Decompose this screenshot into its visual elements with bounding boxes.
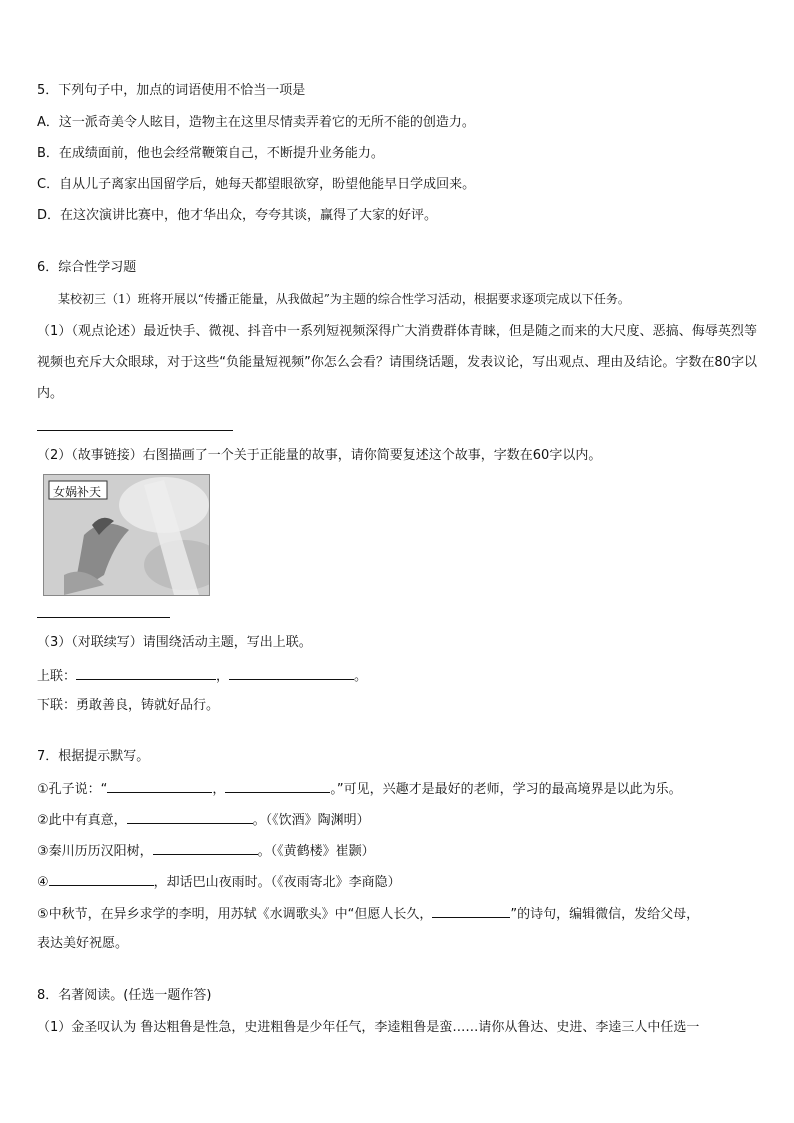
upper-blank-2[interactable]: [229, 666, 354, 680]
upper-blank-1[interactable]: [76, 666, 216, 680]
answer-line: [37, 617, 170, 618]
q8-part1: （1）金圣叹认为 鲁达粗鲁是性急，史进粗鲁是少年任气，李逵粗鲁是蛮……请你从鲁达、史进、李逵三人中任选一: [37, 1020, 700, 1035]
fill-blank[interactable]: [49, 872, 154, 886]
fill-blank[interactable]: [432, 904, 510, 918]
q7-item-3: ③秦川历历汉阳树， 。（《黄鹤楼》崔颢）: [37, 841, 375, 861]
upper-label: 上联：: [37, 669, 77, 684]
fill-blank[interactable]: [127, 810, 253, 824]
q6-part2: （2）（故事链接）右图描画了一个关于正能量的故事，请你简要复述这个故事，字数在60字以内。: [37, 448, 602, 463]
q5-option-a: A．这一派奇美令人眩目，造物主在这里尽情卖弄着它的无所不能的创造力。: [37, 115, 475, 130]
fill-blank[interactable]: [107, 779, 212, 793]
q7-item-2: ②此中有真意， 。（《饮酒》陶渊明）: [37, 810, 370, 830]
couplet-upper: 上联： ， 。: [37, 666, 367, 686]
fill-blank[interactable]: [153, 841, 258, 855]
q7-item-4: ④ ，却话巴山夜雨时。（《夜雨寄北》李商隐）: [37, 872, 401, 892]
picture-caption: 女娲补天: [53, 485, 102, 499]
q5-option-d: D．在这次演讲比赛中，他才华出众，夸夸其谈，赢得了大家的好评。: [37, 208, 438, 223]
q6-stem: 6．综合性学习题: [37, 260, 137, 275]
q6-part1: （1）（观点论述）最近快手、微视、抖音中一系列短视频深得广大消费群体青睐，但是随之而来的大尺度、恶搞、侮辱英烈等视频也充斥大众眼球，对于这些“负能量短视频”你怎么会看？请围绕话题，发表议论，写出观点、理由及结论。字数在80字以内。: [37, 324, 757, 401]
q8-stem: 8．名著阅读。(任选一题作答): [37, 988, 212, 1003]
q7-stem: 7．根据提示默写。: [37, 749, 150, 764]
answer-line: [37, 430, 233, 431]
q5-option-c: C．自从儿子离家出国留学后，她每天都望眼欲穿，盼望他能早日学成回来。: [37, 177, 476, 192]
fill-blank[interactable]: [225, 779, 330, 793]
q7-item-1: ①孔子说：“ ， 。”可见，兴趣才是最好的老师，学习的最高境界是以此为乐。: [37, 779, 682, 799]
q5-option-b: B．在成绩面前，他也会经常鞭策自己，不断提升业务能力。: [37, 146, 384, 161]
nuwa-illustration: [43, 474, 210, 596]
q6-part3: （3）（对联续写）请围绕活动主题，写出上联。: [37, 635, 312, 650]
q6-intro: 某校初三（1）班将开展以“传播正能量，从我做起”为主题的综合性学习活动，根据要求逐项完成以下任务。: [58, 292, 630, 306]
q5-stem: 5．下列句子中，加点的词语使用不恰当一项是: [37, 83, 306, 98]
q7-item-5-cont: 表达美好祝愿。: [37, 936, 129, 951]
q7-item-5: ⑤中秋节，在异乡求学的李明，用苏轼《水调歌头》中“但愿人长久， ”的诗句，编辑微信，发给父母，: [37, 904, 699, 924]
couplet-lower: 下联：勇敢善良，铸就好品行。: [37, 698, 220, 713]
